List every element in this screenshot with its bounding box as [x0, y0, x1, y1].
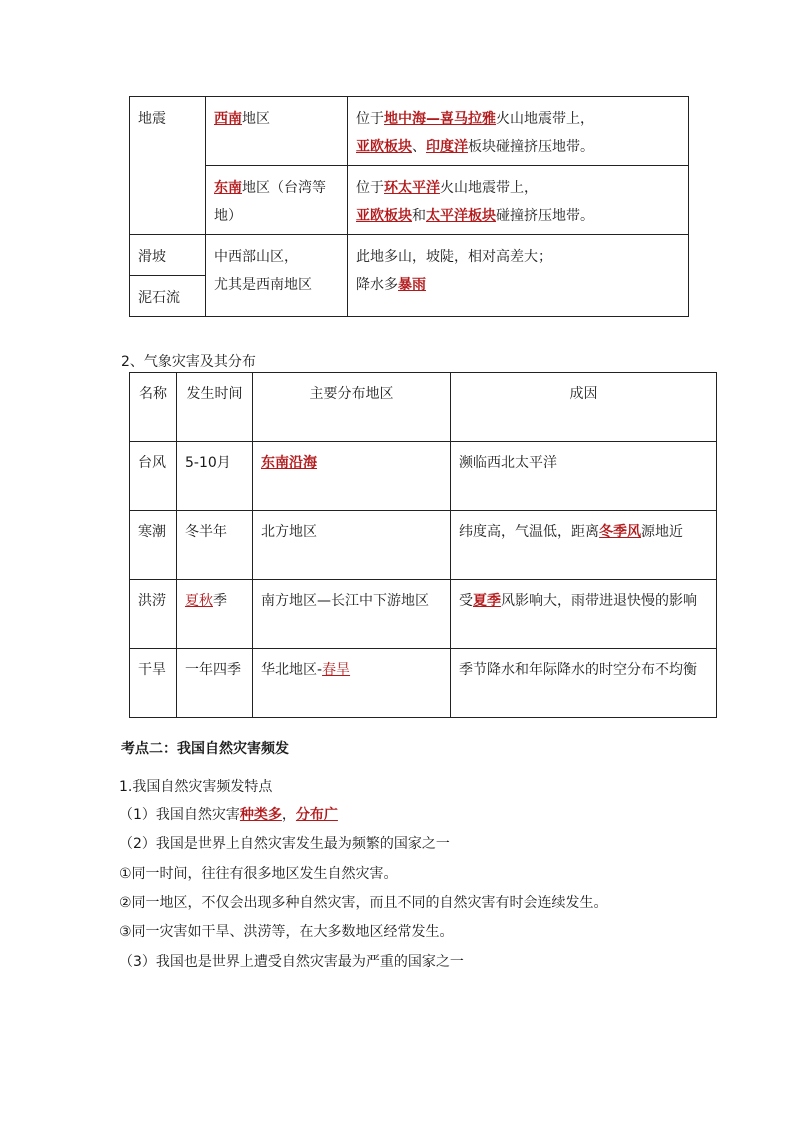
text-line: （1）我国自然灾害种类多，分布广 [119, 807, 338, 823]
header-region: 主要分布地区 [253, 373, 451, 442]
text-line: ①同一时间，往往有很多地区发生自然灾害。 [119, 866, 398, 882]
cause-cell: 季节降水和年际降水的时空分布不均衡 [451, 649, 717, 718]
geologic-disaster-table [129, 96, 689, 317]
cause-cell: 位于地中海—喜马拉雅火山地震带上， 亚欧板块、印度洋板块碰撞挤压地带。 [348, 97, 689, 166]
table-row [130, 649, 717, 718]
table-row [130, 442, 717, 511]
cause-cell: 纬度高，气温低，距离冬季风源地近 [451, 511, 717, 580]
cause-cell: 濒临西北太平洋 [451, 442, 717, 511]
region-cell: 东南地区（台湾等地） [206, 166, 348, 235]
region-cell: 东南沿海 [253, 442, 451, 511]
header-name: 名称 [130, 373, 177, 442]
region-cell: 华北地区-春旱 [253, 649, 451, 718]
disaster-type-cell: 泥石流 [130, 276, 206, 317]
table-row [130, 511, 717, 580]
table-row [130, 166, 689, 235]
cause-cell: 受夏季风影响大，雨带进退快慢的影响 [451, 580, 717, 649]
table-row [130, 97, 689, 166]
time-cell: 一年四季 [177, 649, 253, 718]
section-title: 2、气象灾害及其分布 [121, 354, 256, 370]
region-cell: 南方地区—长江中下游地区 [253, 580, 451, 649]
cause-cell: 位于环太平洋火山地震带上， 亚欧板块和太平洋板块碰撞挤压地带。 [348, 166, 689, 235]
disaster-type-cell: 地震 [130, 97, 206, 235]
header-cause: 成因 [451, 373, 717, 442]
name-cell: 洪涝 [130, 580, 177, 649]
section-heading: 考点二：我国自然灾害频发 [121, 741, 289, 757]
table-row [130, 235, 689, 276]
meteorological-disaster-table [129, 372, 717, 718]
time-cell: 5-10月 [177, 442, 253, 511]
text-line: 1.我国自然灾害频发特点 [119, 779, 273, 795]
header-time: 发生时间 [177, 373, 253, 442]
region-cell: 西南地区 [206, 97, 348, 166]
cause-cell: 此地多山，坡陡，相对高差大； 降水多暴雨 [348, 235, 689, 317]
table-row [130, 580, 717, 649]
time-cell: 夏秋季 [177, 580, 253, 649]
name-cell: 寒潮 [130, 511, 177, 580]
text-line: （3）我国也是世界上遭受自然灾害最为严重的国家之一 [119, 954, 464, 970]
disaster-type-cell: 滑坡 [130, 235, 206, 276]
name-cell: 台风 [130, 442, 177, 511]
table-header-row [130, 373, 717, 442]
region-cell: 北方地区 [253, 511, 451, 580]
text-line: ③同一灾害如干旱、洪涝等，在大多数地区经常发生。 [119, 924, 454, 940]
text-line: ②同一地区，不仅会出现多种自然灾害，而且不同的自然灾害有时会连续发生。 [119, 895, 608, 911]
region-cell: 中西部山区， 尤其是西南地区 [206, 235, 348, 317]
text-line: （2）我国是世界上自然灾害发生最为频繁的国家之一 [119, 836, 450, 852]
time-cell: 冬半年 [177, 511, 253, 580]
name-cell: 干旱 [130, 649, 177, 718]
